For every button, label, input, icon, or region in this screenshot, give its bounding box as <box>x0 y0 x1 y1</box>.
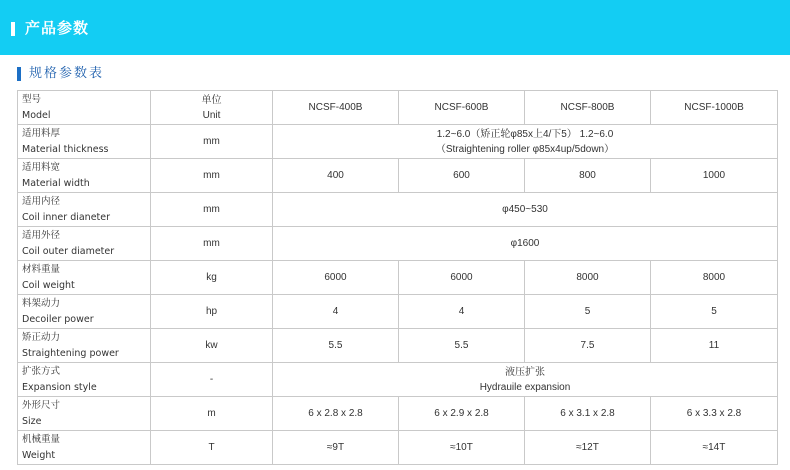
table-row <box>18 431 778 465</box>
table-row <box>18 125 778 159</box>
value-cell: 600 <box>399 159 525 193</box>
unit-cell: kg <box>151 261 273 295</box>
value-cell: 4 <box>399 295 525 329</box>
row-label-en: Decoiler power <box>22 313 94 325</box>
table-row <box>18 397 778 431</box>
value-cell: 7.5 <box>525 329 651 363</box>
value-cell: 5.5 <box>273 329 399 363</box>
row-label-en: Size <box>22 415 42 427</box>
row-label-cn: 外形尺寸 <box>22 399 61 411</box>
unit-header <box>151 91 273 125</box>
thickness-value-line2: （Straightening roller φ85x4up/5down） <box>435 143 615 155</box>
model-header: NCSF-400B <box>273 91 399 125</box>
row-label-cn: 适用外径 <box>22 229 61 241</box>
value-cell: 6000 <box>399 261 525 295</box>
value-cell: 6 x 2.9 x 2.8 <box>399 397 525 431</box>
table-row <box>18 193 778 227</box>
row-label-en: Weight <box>22 449 56 461</box>
row-label-en: Expansion style <box>22 381 97 393</box>
unit-cell: mm <box>151 159 273 193</box>
unit-header-en: Unit <box>202 109 221 121</box>
merged-value-cell <box>273 125 778 159</box>
table-row <box>18 363 778 397</box>
value-cell: 400 <box>273 159 399 193</box>
value-cell: 4 <box>273 295 399 329</box>
value-cell: ≈14T <box>651 431 778 465</box>
unit-cell: T <box>151 431 273 465</box>
row-label-cn: 机械重量 <box>22 433 61 445</box>
row-label-en: Material thickness <box>22 143 109 155</box>
value-cell: 11 <box>651 329 778 363</box>
row-label-en: Coil outer diameter <box>22 245 115 257</box>
value-cell: 5.5 <box>399 329 525 363</box>
row-label <box>18 397 151 431</box>
value-cell: ≈12T <box>525 431 651 465</box>
value-cell: 6000 <box>273 261 399 295</box>
row-label-en: Coil inner dianeter <box>22 211 111 223</box>
banner-title: 产品参数 <box>25 19 90 37</box>
unit-cell: mm <box>151 125 273 159</box>
merged-value-cell: φ1600 <box>273 227 778 261</box>
section-accent-bar <box>17 67 21 81</box>
value-cell: 6 x 3.3 x 2.8 <box>651 397 778 431</box>
row-label-cn: 适用料宽 <box>22 161 61 173</box>
expansion-value-cn: 液压扩张 <box>505 366 545 378</box>
table-row <box>18 159 778 193</box>
section-title: 规格参数表 <box>29 66 105 81</box>
model-header: NCSF-600B <box>399 91 525 125</box>
header-banner <box>0 0 790 55</box>
row-label-cn: 矫正动力 <box>22 331 61 343</box>
merged-value-cell: φ450~530 <box>273 193 778 227</box>
expansion-value-en: Hydrauile expansion <box>479 381 571 393</box>
value-cell: 5 <box>651 295 778 329</box>
row-label-cn: 扩张方式 <box>22 365 61 377</box>
row-label-cn: 材料重量 <box>22 263 61 275</box>
value-cell: 800 <box>525 159 651 193</box>
row-label-en: Coil weight <box>22 279 75 291</box>
value-cell: 1000 <box>651 159 778 193</box>
row-label <box>18 295 151 329</box>
row-label-cn: 适用料厚 <box>22 127 61 139</box>
value-cell: ≈10T <box>399 431 525 465</box>
unit-header-cn: 单位 <box>201 94 222 106</box>
spec-table <box>17 90 778 465</box>
unit-cell: kw <box>151 329 273 363</box>
thickness-value-line1: 1.2~6.0（矫正轮φ85x上4/下5） 1.2~6.0 <box>436 128 614 140</box>
value-cell: 8000 <box>651 261 778 295</box>
row-label <box>18 261 151 295</box>
row-label <box>18 159 151 193</box>
value-cell: 8000 <box>525 261 651 295</box>
param-header-cn: 型号 <box>22 93 42 105</box>
table-row <box>18 329 778 363</box>
value-cell: ≈9T <box>273 431 399 465</box>
table-row <box>18 295 778 329</box>
row-label-en: Straightening power <box>22 347 119 359</box>
row-label <box>18 125 151 159</box>
model-header: NCSF-1000B <box>651 91 778 125</box>
row-label <box>18 227 151 261</box>
unit-cell: - <box>151 363 273 397</box>
unit-cell: mm <box>151 193 273 227</box>
unit-cell: mm <box>151 227 273 261</box>
row-label-cn: 适用内径 <box>22 195 61 207</box>
unit-cell: m <box>151 397 273 431</box>
unit-cell: hp <box>151 295 273 329</box>
model-header: NCSF-800B <box>525 91 651 125</box>
row-label <box>18 431 151 465</box>
value-cell: 6 x 3.1 x 2.8 <box>525 397 651 431</box>
value-cell: 5 <box>525 295 651 329</box>
merged-value-cell <box>273 363 778 397</box>
banner-accent-bar <box>11 22 15 36</box>
row-label <box>18 193 151 227</box>
row-label-en: Material width <box>22 177 90 189</box>
row-label <box>18 363 151 397</box>
table-header-row <box>18 91 778 125</box>
param-header-en: Model <box>22 109 51 121</box>
param-header <box>18 91 151 125</box>
row-label-cn: 料架动力 <box>22 297 61 309</box>
value-cell: 6 x 2.8 x 2.8 <box>273 397 399 431</box>
row-label <box>18 329 151 363</box>
table-row <box>18 261 778 295</box>
table-row <box>18 227 778 261</box>
